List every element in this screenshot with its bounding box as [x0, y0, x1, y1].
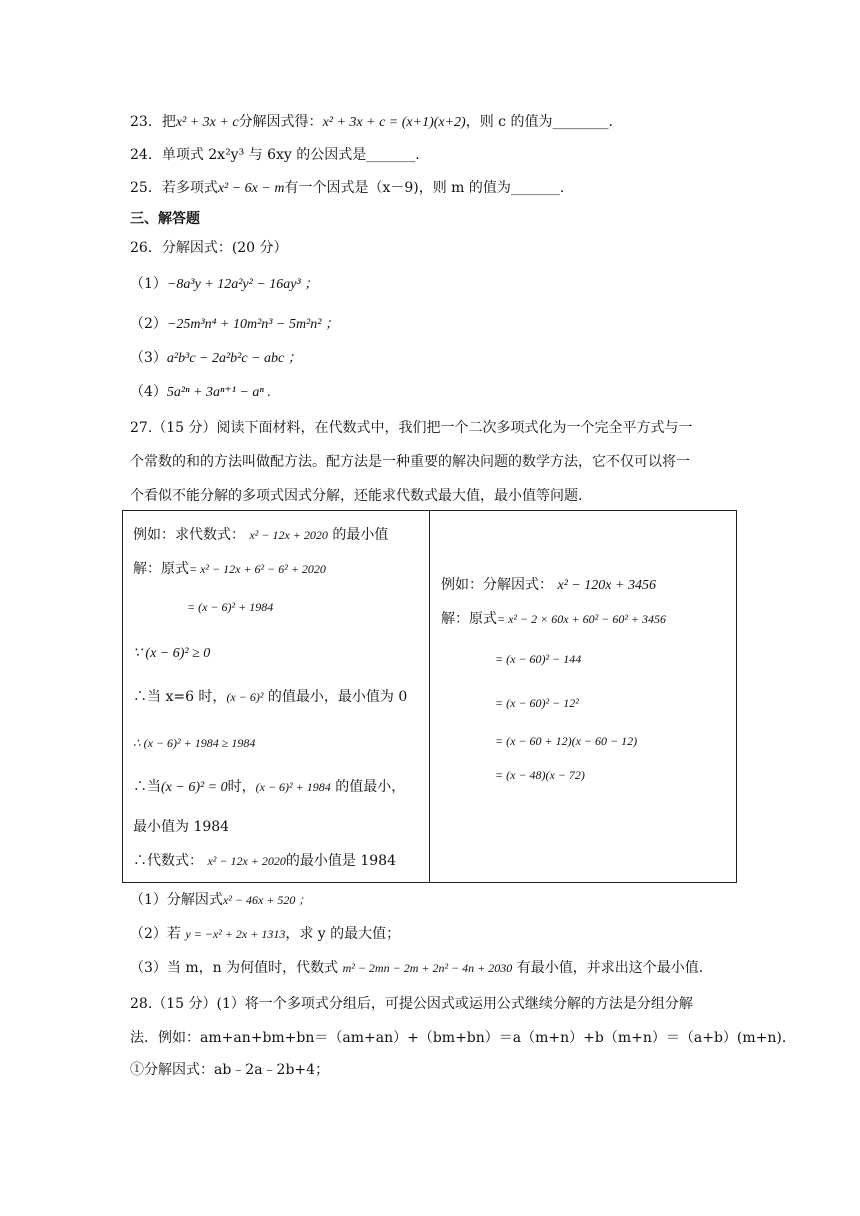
section-heading: 三、解答题 — [130, 211, 200, 227]
question-26-item: （2）−25m³n⁴ + 10m²n³ − 5m²n² ； — [130, 316, 339, 332]
question-26-item: （4）5a²ⁿ + 3aⁿ⁺¹ − aⁿ . — [130, 384, 271, 400]
question-27-sub-2: （2）若 y = −x² + 2x + 1313，求 y 的最大值； — [130, 926, 401, 942]
table-divider — [429, 511, 430, 882]
left-line-2: 解：原式= x² − 12x + 6² − 6² + 2020 — [133, 561, 326, 577]
math-expression: x² + 3x + c = (x+1)(x+2) — [322, 115, 466, 130]
left-line-5: ∴当 x=6 时，(x − 6)² 的值最小，最小值为 0 — [133, 689, 408, 705]
question-26-item: （3）a²b³c − 2a²b²c − abc ； — [130, 350, 302, 366]
right-line-3: = (x − 60)² − 144 — [495, 652, 582, 666]
right-line-4: = (x − 60)² − 12² — [495, 696, 579, 710]
question-28-text: 法．例如：am+an+bm+bn＝（am+an）+（bm+bn）＝a（m+n）+b（m+n）＝（a+b）(m+n)． — [130, 1030, 796, 1046]
right-line-5: = (x − 60 + 12)(x − 60 − 12) — [495, 734, 638, 748]
question-28-text: 28.（15 分）(1）将一个多项式分组后，可提公因式或运用公式继续分解的方法是分组分解 — [130, 996, 693, 1012]
left-line-4: ∵ (x − 6)² ≥ 0 — [133, 646, 211, 661]
question-27-text: 个常数的和的方法叫做配方法。配方法是一种重要的解决问题的数学方法，它不仅可以将一 — [130, 454, 690, 470]
question-25: 25．若多项式x² − 6x − m有一个因式是（x－9)，则 m 的值为_______. — [130, 180, 565, 196]
question-28-text: ①分解因式：ab﹣2a﹣2b+4； — [130, 1062, 330, 1078]
math-expression: x² − 6x − m — [217, 181, 285, 196]
question-27-text: 27.（15 分）阅读下面材料，在代数式中，我们把一个二次多项式化为一个完全平方式与一 — [130, 420, 693, 436]
left-line-3: = (x − 6)² + 1984 — [187, 600, 274, 614]
math-expression: x² + 3x + c — [175, 115, 239, 130]
question-27-sub-3: （3）当 m，n 为何值时，代数式 m² − 2mn − 2m + 2n² − 4n + 2030 有最小值，并求出这个最小值. — [130, 960, 704, 976]
left-line-7: ∴当(x − 6)² = 0时，(x − 6)² + 1984 的值最小， — [133, 779, 406, 795]
question-23: 23．把x² + 3x + c分解因式得：x² + 3x + c = (x+1)(x+2)，则 c 的值为________. — [130, 114, 613, 130]
left-line-6: ∴ (x − 6)² + 1984 ≥ 1984 — [133, 736, 256, 750]
question-27-sub-1: （1）分解因式x² − 46x + 520 ； — [130, 892, 311, 908]
left-line-1: 例如：求代数式： x² − 12x + 2020 的最小值 — [133, 527, 389, 543]
question-27-text: 个看似不能分解的多项式因式分解，还能求代数式最大值，最小值等问题. — [130, 488, 583, 504]
question-26-item: （1）−8a³y + 12a²y² − 16ay³ ； — [130, 276, 319, 292]
right-line-1: 例如：分解因式： x² − 120x + 3456 — [441, 577, 656, 593]
example-table — [122, 510, 737, 883]
left-line-8: 最小值为 1984 — [133, 819, 230, 835]
right-line-6: = (x − 48)(x − 72) — [495, 768, 585, 782]
question-24: 24．单项式 2x²y³ 与 6xy 的公因式是_______. — [130, 147, 420, 163]
right-line-2: 解：原式= x² − 2 × 60x + 60² − 60² + 3456 — [441, 611, 667, 627]
left-line-9: ∴代数式： x² − 12x + 2020的最小值是 1984 — [133, 853, 396, 869]
question-26-title: 26．分解因式：(20 分） — [130, 240, 288, 256]
